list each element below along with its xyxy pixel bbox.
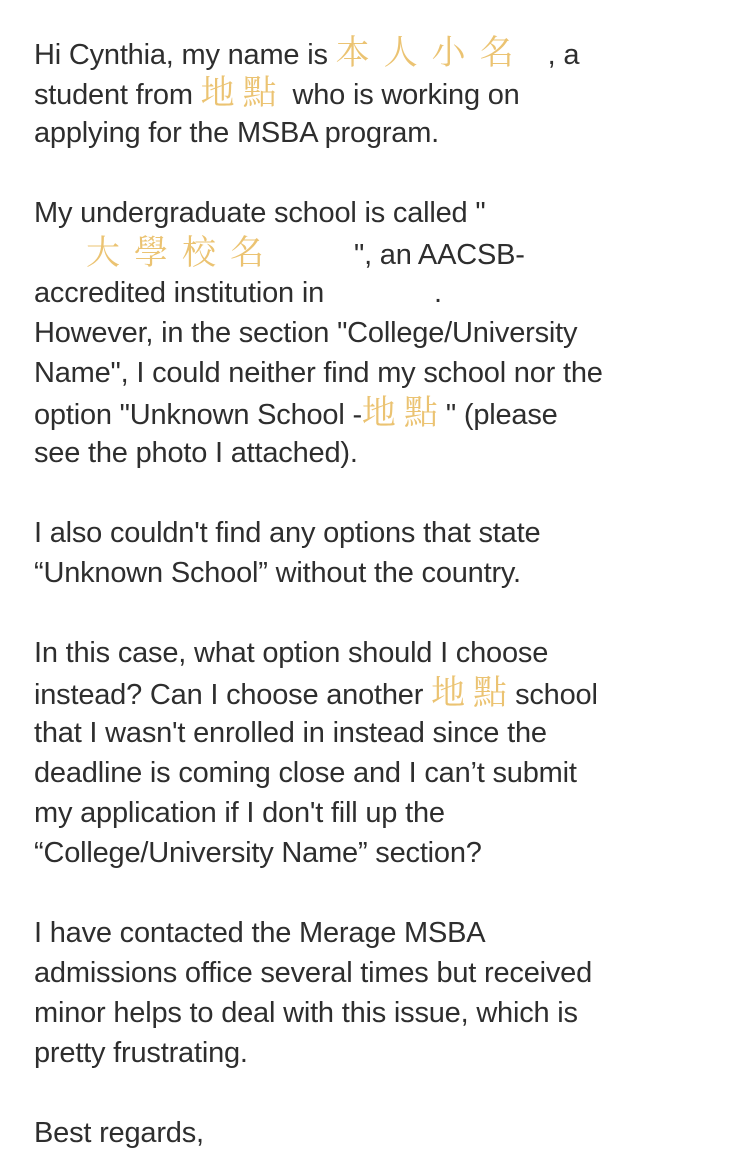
school-line-4: However, in the section "College/University — [34, 317, 578, 349]
options-line-2: “Unknown School” without the country. — [34, 557, 521, 589]
intro-text: student from — [34, 79, 201, 111]
question-line-6: “College/University Name” section? — [34, 837, 482, 869]
intro-line-2 — [34, 73, 724, 113]
question-line-5: my application if I don't fill up the — [34, 797, 445, 829]
options-line-1: I also couldn't find any options that state — [34, 517, 541, 549]
school-text: ", an AACSB- — [354, 239, 525, 271]
school-line-7: see the photo I attached). — [34, 437, 358, 469]
contact-line-3: minor helps to deal with this issue, which is — [34, 997, 578, 1029]
email-body — [34, 33, 724, 1153]
paragraph-spacer — [34, 873, 724, 913]
school-line-5: Name", I could neither find my school nor the — [34, 357, 603, 389]
school-line-6 — [34, 393, 724, 433]
question-line-1: In this case, what option should I choose — [34, 637, 549, 669]
redacted-place: 地點 — [200, 73, 285, 113]
contact-line-1: I have contacted the Merage MSBA — [34, 917, 486, 949]
intro-text-suffix: who is working on — [284, 79, 520, 111]
greeting-suffix: , a — [547, 39, 580, 71]
contact-line-4: pretty frustrating. — [34, 1037, 248, 1069]
paragraph-spacer — [34, 153, 724, 193]
option-text-suffix: " (please — [445, 399, 558, 431]
school-line-3 — [34, 273, 724, 313]
question-line-2 — [34, 673, 724, 713]
closing-line: Best regards, — [34, 1117, 204, 1149]
option-text: option "Unknown School - — [34, 399, 362, 431]
paragraph-spacer — [34, 473, 724, 513]
question-text-suffix: school — [515, 679, 598, 711]
school-line-1: My undergraduate school is called " — [34, 197, 486, 229]
redacted-place: 地點 — [361, 393, 446, 433]
period: . — [434, 277, 442, 309]
greeting-text: Hi Cynthia, my name is — [34, 39, 336, 71]
question-line-3: that I wasn't enrolled in instead since the — [34, 717, 547, 749]
question-text: instead? Can I choose another — [34, 679, 432, 711]
paragraph-spacer — [34, 1073, 724, 1113]
intro-line-3: applying for the MSBA program. — [34, 117, 440, 149]
redacted-name: 本人小名 — [335, 33, 528, 73]
redacted-place: 地點 — [431, 673, 516, 713]
school-line-2 — [34, 233, 724, 273]
redacted-school: 大學校名 — [86, 233, 278, 273]
contact-line-2: admissions office several times but received — [34, 957, 593, 989]
paragraph-spacer — [34, 593, 724, 633]
accredited-text: accredited institution in — [34, 277, 324, 309]
greeting-line — [34, 33, 724, 73]
question-line-4: deadline is coming close and I can’t submit — [34, 757, 577, 789]
